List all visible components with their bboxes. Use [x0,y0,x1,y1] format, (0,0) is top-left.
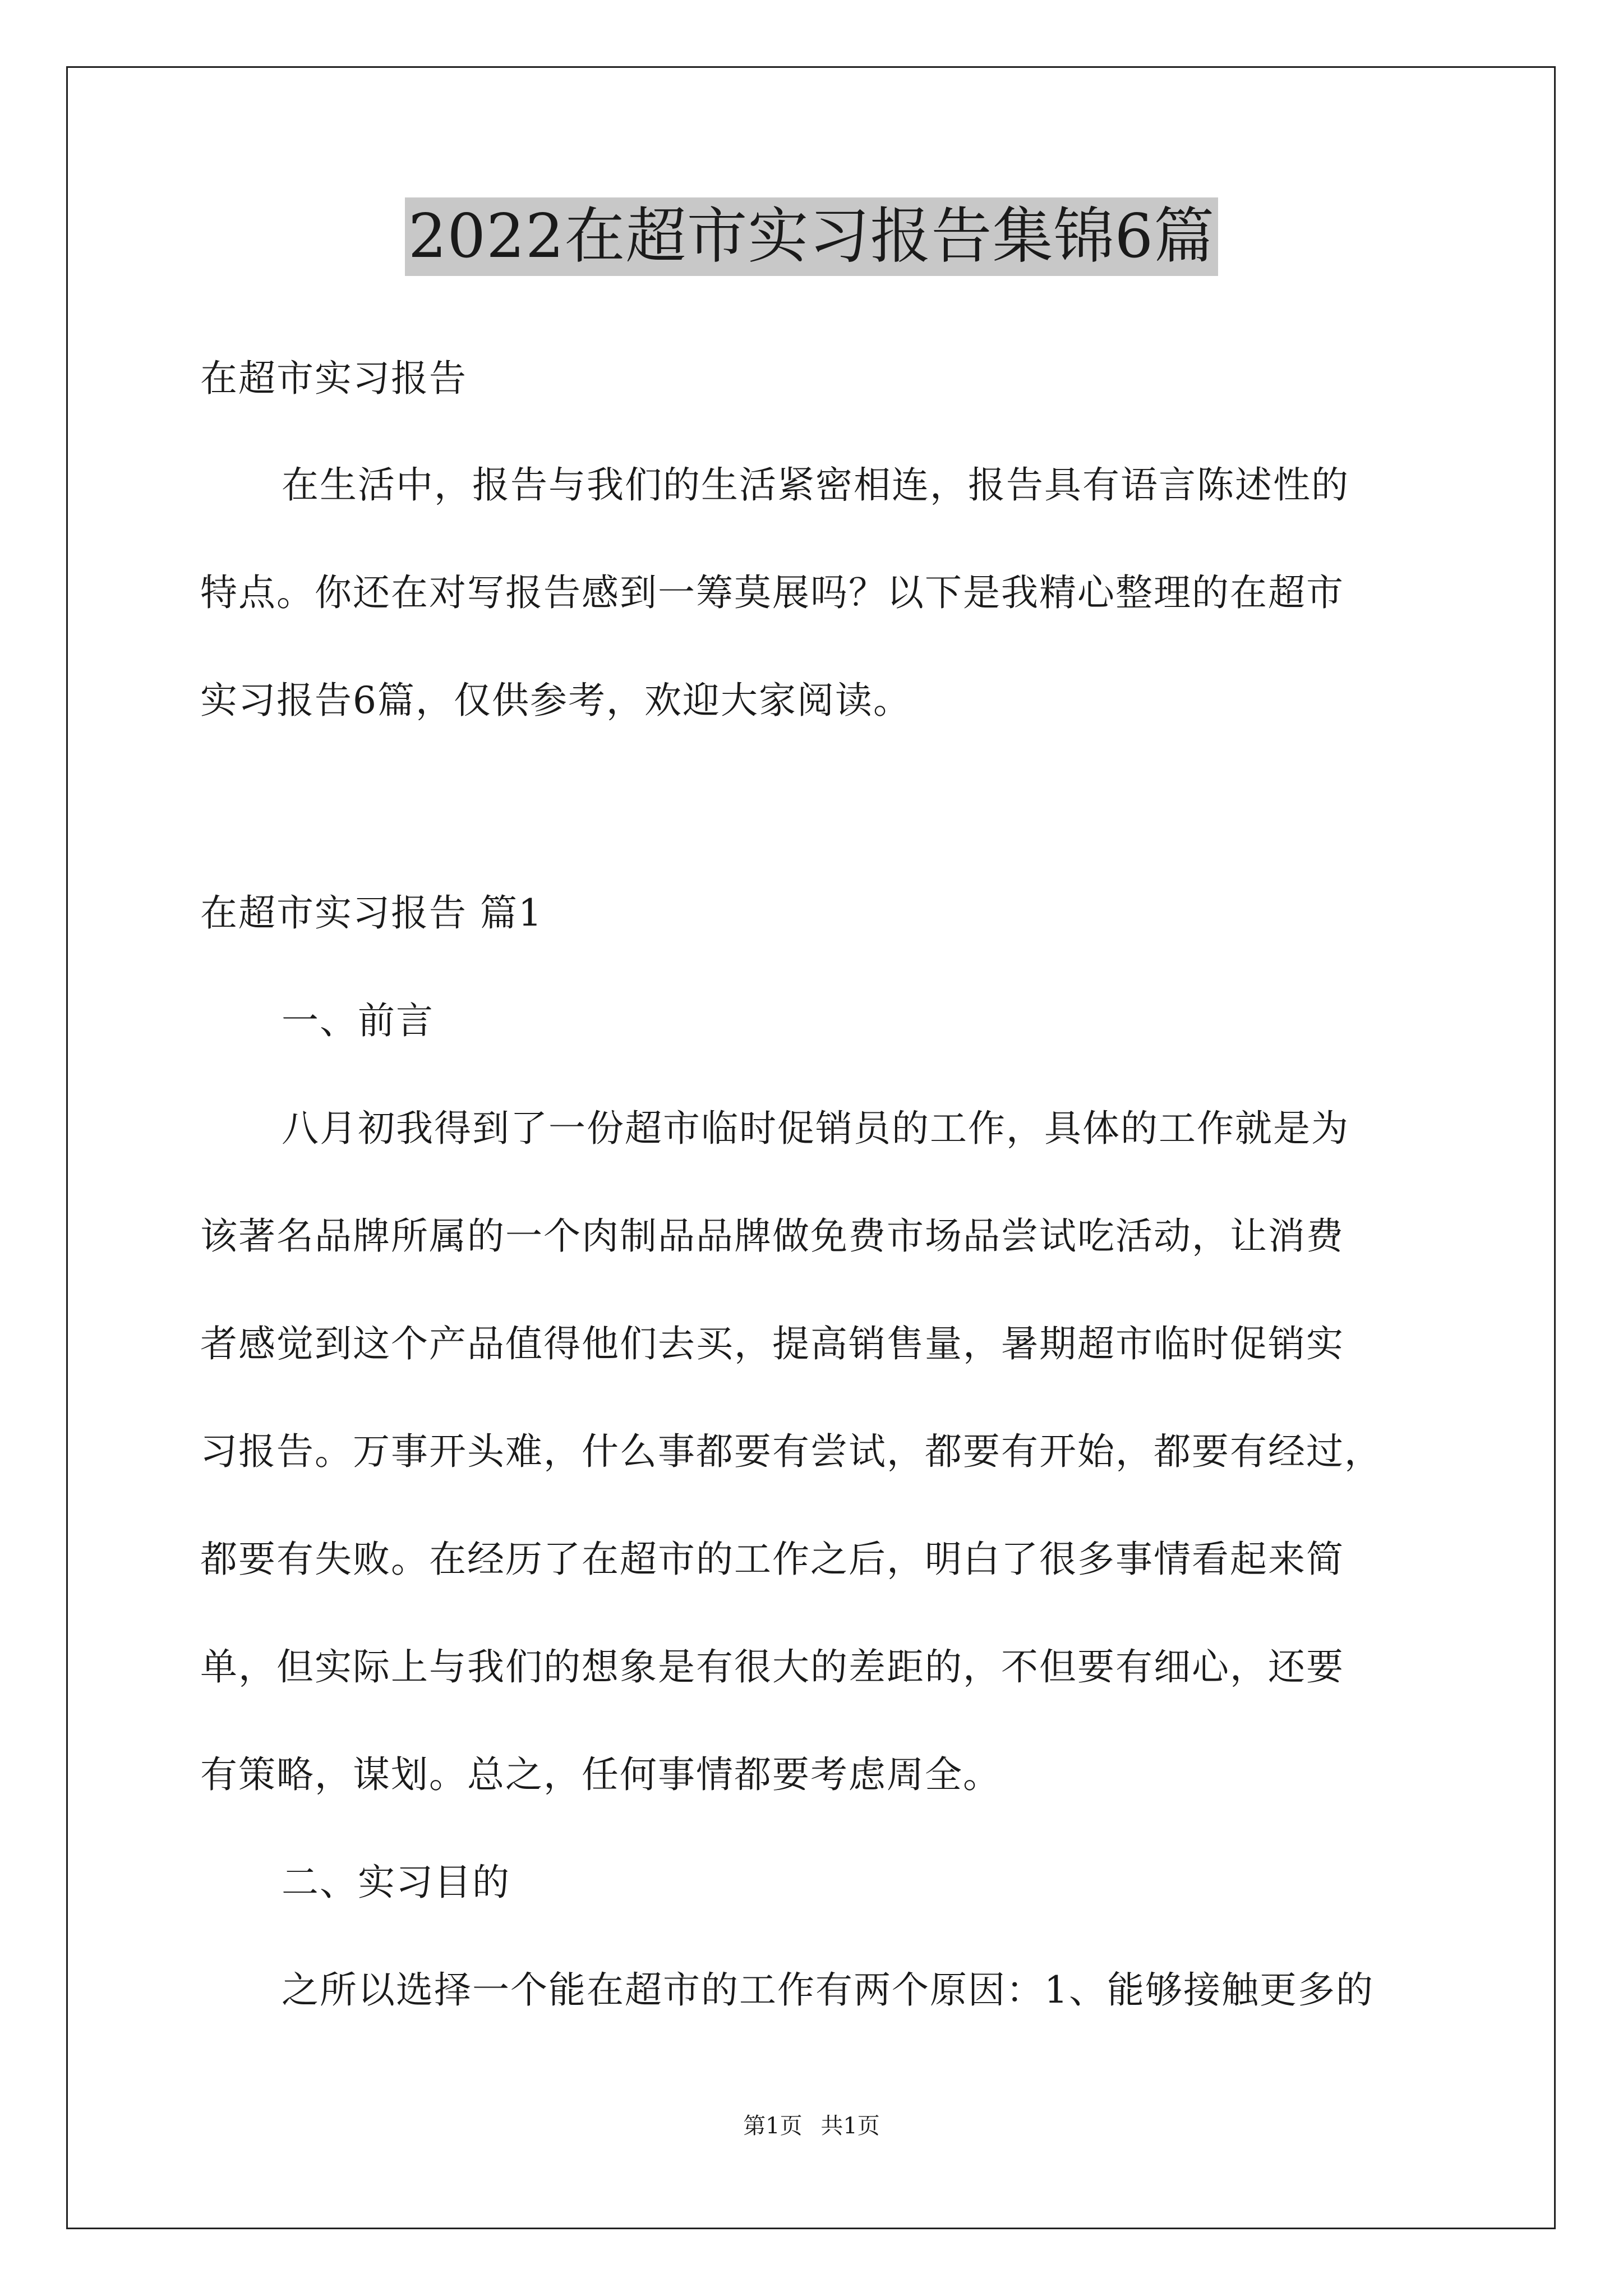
title-container [0,197,1623,276]
subheading-purpose: 二、实习目的 [282,1861,510,1904]
paragraph-line: 该著名品牌所属的一个肉制品品牌做免费市场品尝试吃活动，让消费 [200,1214,1344,1258]
paragraph-line: 有策略，谋划。总之，任何事情都要考虑周全。 [200,1753,1001,1796]
paragraph-line: 者感觉到这个产品值得他们去买，提高销售量，暑期超市临时促销实 [200,1322,1344,1365]
intro-line: 特点。你还在对写报告感到一筹莫展吗？以下是我精心整理的在超市 [200,571,1344,614]
paragraph-line: 之所以选择一个能在超市的工作有两个原因：1、能够接触更多的 [282,1968,1374,2012]
intro-heading: 在超市实习报告 [200,357,467,400]
document-title: 2022在超市实习报告集锦6篇 [405,197,1219,276]
page-footer [0,2112,1623,2140]
intro-line: 实习报告6篇，仅供参考，欢迎大家阅读。 [200,679,911,722]
subheading-preface: 一、前言 [282,999,434,1042]
paragraph-line: 单，但实际上与我们的想象是有很大的差距的，不但要有细心，还要 [200,1645,1344,1688]
page-number: 第1页 [743,2113,803,2139]
paragraph-line: 习报告。万事开头难，什么事都要有尝试，都要有开始，都要有经过， [200,1430,1382,1473]
section-heading: 在超市实习报告 篇1 [200,891,543,935]
paragraph-line: 都要有失败。在经历了在超市的工作之后，明白了很多事情看起来简 [200,1538,1344,1581]
intro-line: 在生活中，报告与我们的生活紧密相连，报告具有语言陈述性的 [282,463,1349,507]
page-total: 共1页 [820,2113,880,2139]
paragraph-line: 八月初我得到了一份超市临时促销员的工作，具体的工作就是为 [282,1107,1349,1150]
